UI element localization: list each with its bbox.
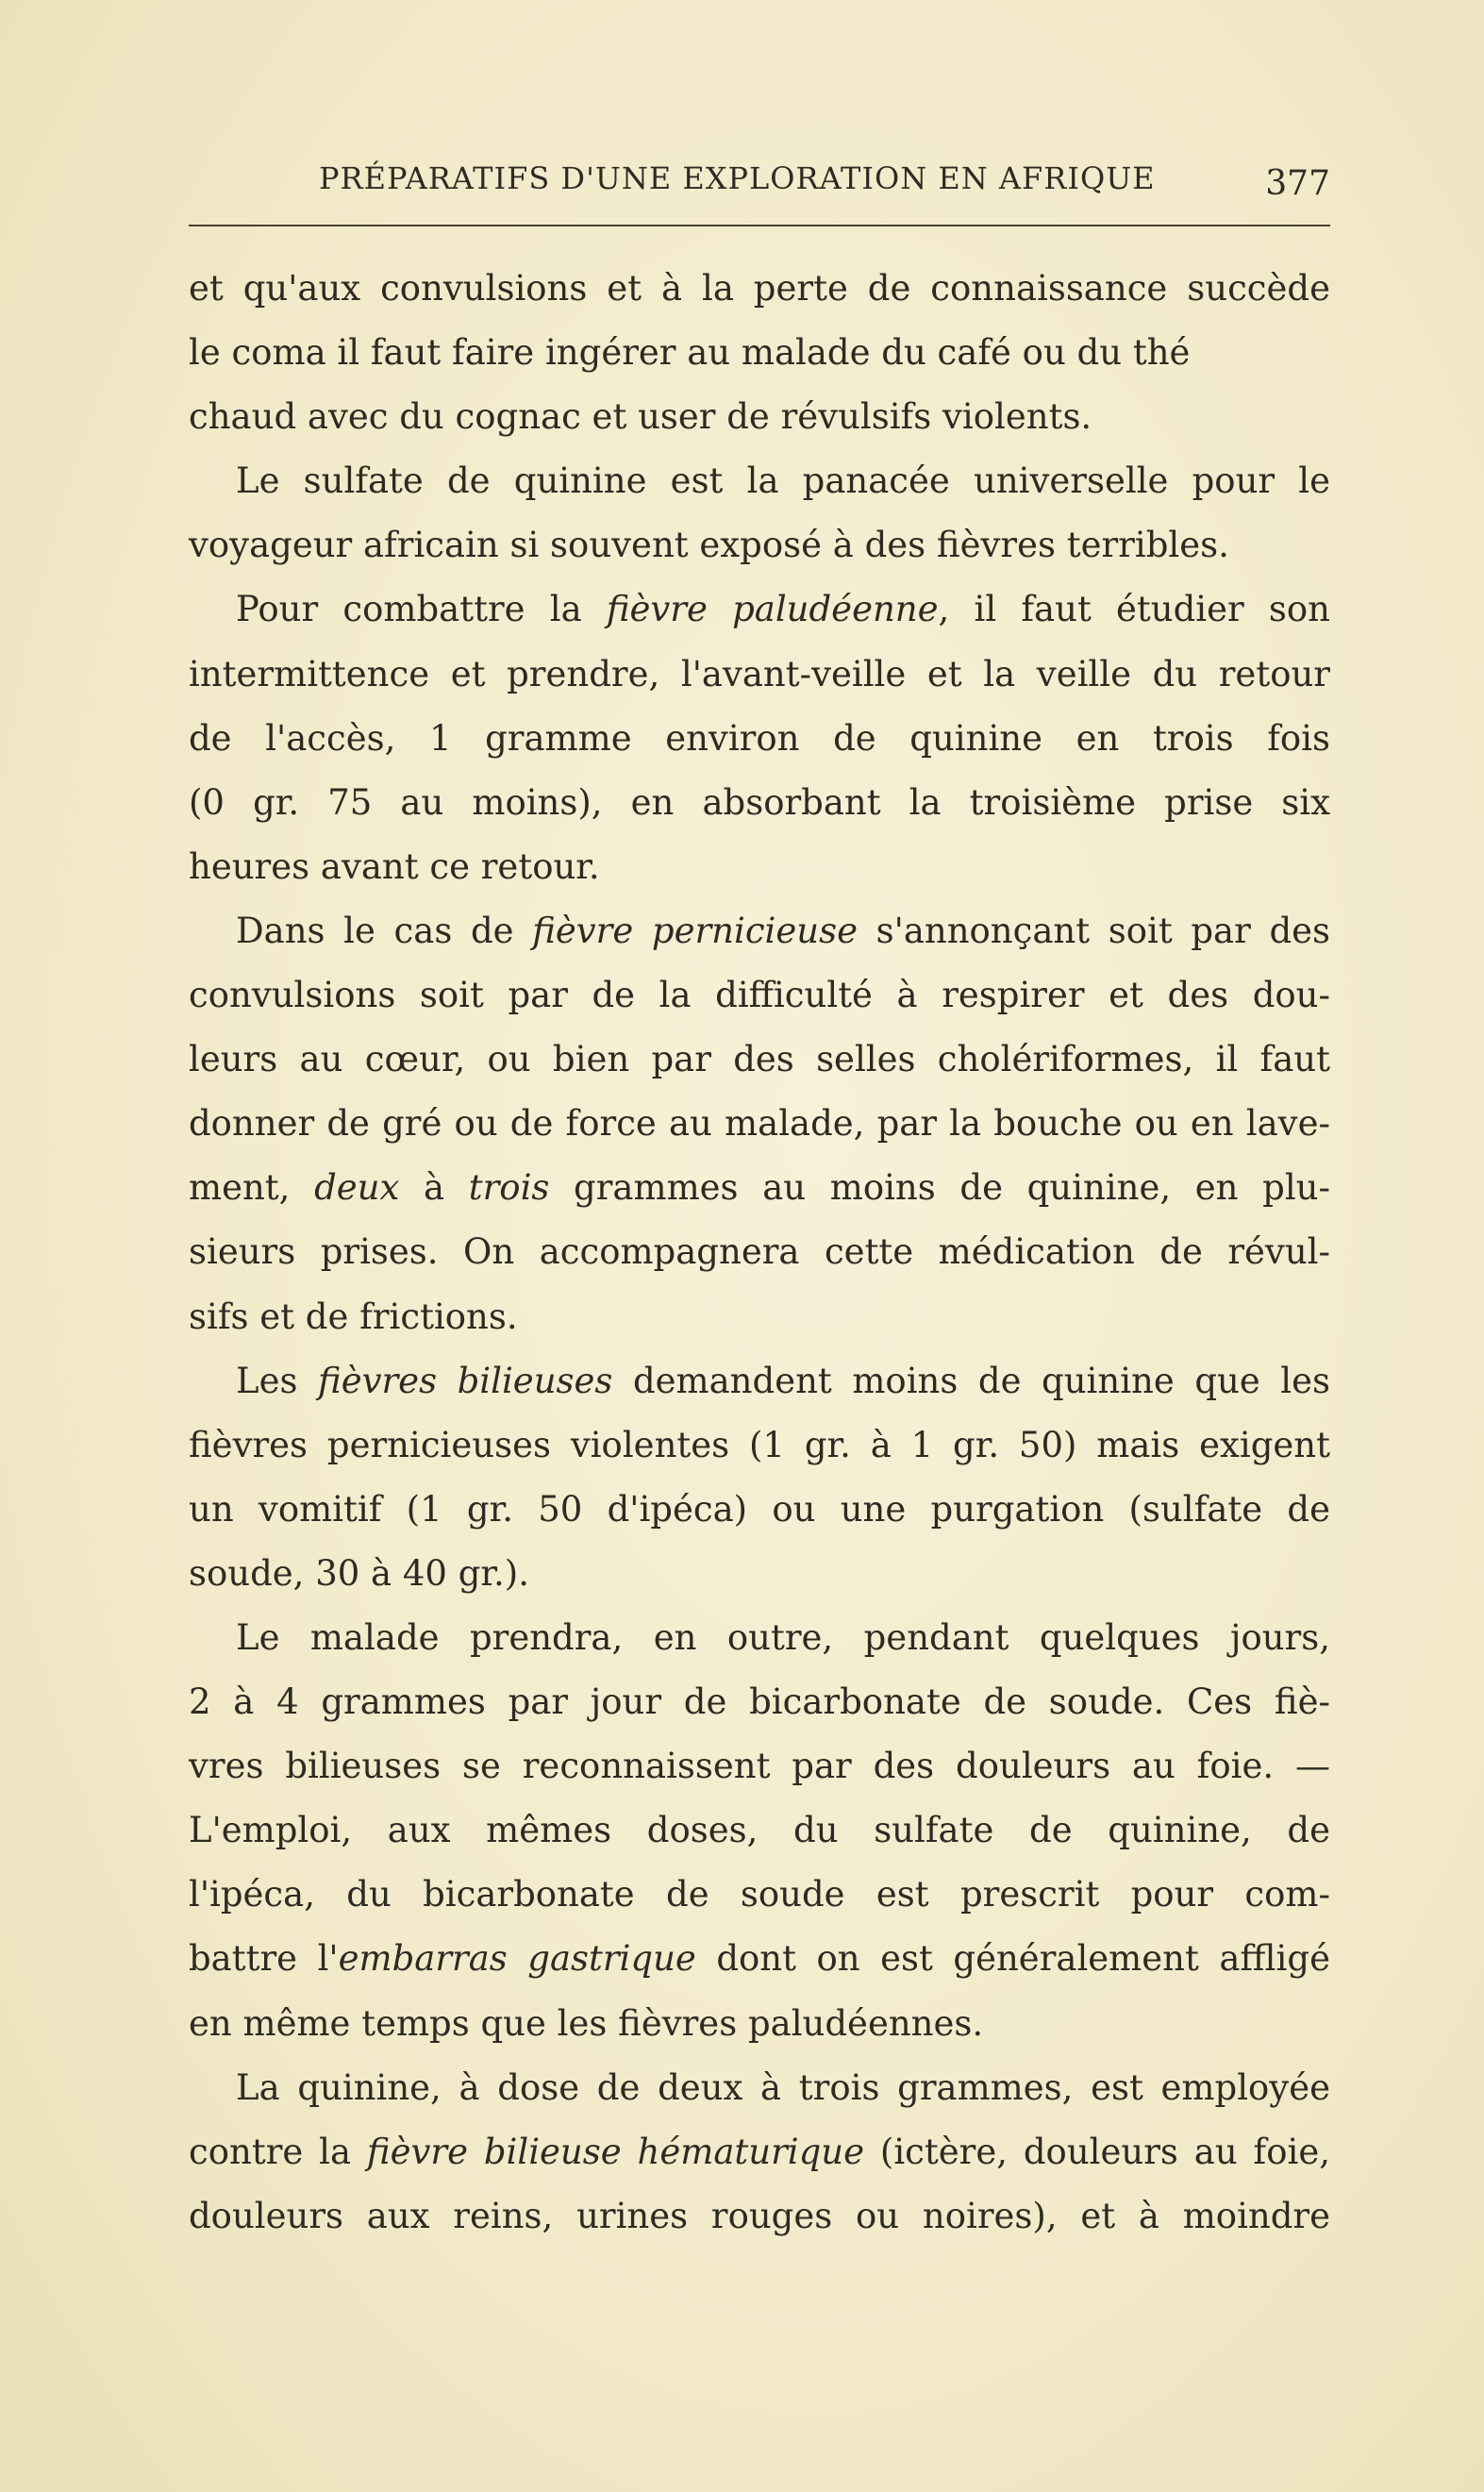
text-segment: Le sulfate de quinine est la panacée universelle pour le [236,460,1330,502]
italic-term: fièvre bilieuse hématurique [366,2131,865,2172]
text-segment: intermittence et prendre, l'avant-veille et la veille du retour [189,653,1330,694]
text-segment: soude, 30 à 40 gr.). [189,1552,529,1594]
text-segment: (0 gr. 75 au moins), en absorbant la troisième prise six [189,781,1330,823]
running-title: PRÉPARATIFS D'UNE EXPLORATION EN AFRIQUE [319,160,1156,196]
italic-term: deux [314,1167,400,1209]
text-line [189,1478,1330,1542]
text-line [189,1542,1330,1606]
text-line [189,1028,1330,1092]
text-segment: un vomitif (1 gr. 50 d'ipéca) ou une purgation (sulfate de [189,1488,1330,1530]
text-line [189,1927,1330,1991]
text-line [189,257,1330,321]
text-line [189,2184,1330,2249]
text-segment: leurs au cœur, ou bien par des selles cholériformes, il faut [189,1039,1330,1080]
text-segment: dont on est généralement affligé [695,1938,1330,1980]
text-segment: Les [236,1360,319,1401]
text-line [189,835,1330,899]
text-line [189,707,1330,771]
text-segment: contre la [189,2131,367,2172]
italic-term: fièvre pernicieuse [532,910,859,951]
text-line [189,1156,1330,1220]
text-segment: demandent moins de quinine que les [612,1360,1330,1401]
text-segment: de l'accès, 1 gramme environ de quinine en trois fois [189,717,1330,759]
text-line [189,2056,1330,2120]
italic-term: trois [468,1167,550,1209]
text-segment: s'annonçant soit par des [858,910,1331,951]
text-segment: donner de gré ou de force au malade, par la bouche ou en lave- [189,1103,1330,1145]
header-rule [189,225,1330,226]
text-segment: 2 à 4 grammes par jour de bicarbonate de soude. Ces fiè- [189,1681,1330,1723]
text-segment: Pour combattre la [236,589,607,630]
text-line [189,1285,1330,1349]
text-segment: vres bilieuses se reconnaissent par des douleurs au foie. — [189,1746,1330,1787]
text-line [189,1413,1330,1478]
text-segment: chaud avec du cognac et user de révulsifs violents. [189,396,1092,438]
text-segment: (ictère, douleurs au foie, [864,2131,1330,2172]
text-line [189,963,1330,1028]
text-line [189,1092,1330,1156]
text-line [189,1220,1330,1284]
text-segment: ment, [189,1167,315,1209]
text-line [189,385,1330,449]
text-line [189,643,1330,707]
text-segment: le coma il faut faire ingérer au malade du café ou du thé [189,332,1191,374]
text-segment: Le malade prendra, en outre, pendant quelques jours, [236,1616,1330,1658]
text-segment: douleurs aux reins, urines rouges ou noires), et à moindre [189,2195,1330,2236]
text-segment: à [399,1167,469,1209]
text-segment: sifs et de frictions. [189,1296,518,1337]
text-line [189,771,1330,835]
text-segment: La quinine, à dose de deux à trois grammes, est employée [236,2066,1330,2108]
text-segment: l'ipéca, du bicarbonate de soude est prescrit pour com- [189,1874,1330,1915]
text-segment: , il faut étudier son [938,589,1330,630]
text-line [189,513,1330,577]
text-segment: L'emploi, aux mêmes doses, du sulfate de quinine, de [189,1810,1330,1851]
text-line [189,1349,1330,1413]
italic-term: fièvres bilieuses [318,1360,613,1401]
italic-term: fièvre paludéenne [606,589,939,630]
page-number: 377 [1265,164,1330,203]
text-segment: Dans le cas de [236,910,533,951]
text-segment: fièvres pernicieuses violentes (1 gr. à 1 gr. 50) mais exigent [189,1424,1330,1465]
text-segment: sieurs prises. On accompagnera cette médication de révul- [189,1231,1330,1273]
text-line [189,449,1330,513]
text-line [189,1734,1330,1798]
text-segment: grammes au moins de quinine, en plu- [549,1167,1331,1209]
text-line [189,1670,1330,1734]
italic-term: embarras gastrique [338,1938,696,1980]
text-line [189,1863,1330,1927]
body-text [189,257,1330,2249]
text-segment: convulsions soit par de la difficulté à respirer et des dou- [189,975,1330,1016]
text-segment: voyageur africain si souvent exposé à des fièvres terribles. [189,525,1229,566]
text-line [189,577,1330,642]
text-line [189,1798,1330,1863]
text-line [189,1992,1330,2056]
text-line [189,899,1330,963]
page-header [189,160,1330,208]
text-line [189,321,1330,385]
text-line [189,2120,1330,2184]
text-segment: heures avant ce retour. [189,845,600,887]
text-segment: et qu'aux convulsions et à la perte de connaissance succède [189,268,1330,309]
text-segment: en même temps que les fièvres paludéennes. [189,2002,984,2044]
text-line [189,1606,1330,1670]
text-segment: battre l' [189,1938,339,1980]
